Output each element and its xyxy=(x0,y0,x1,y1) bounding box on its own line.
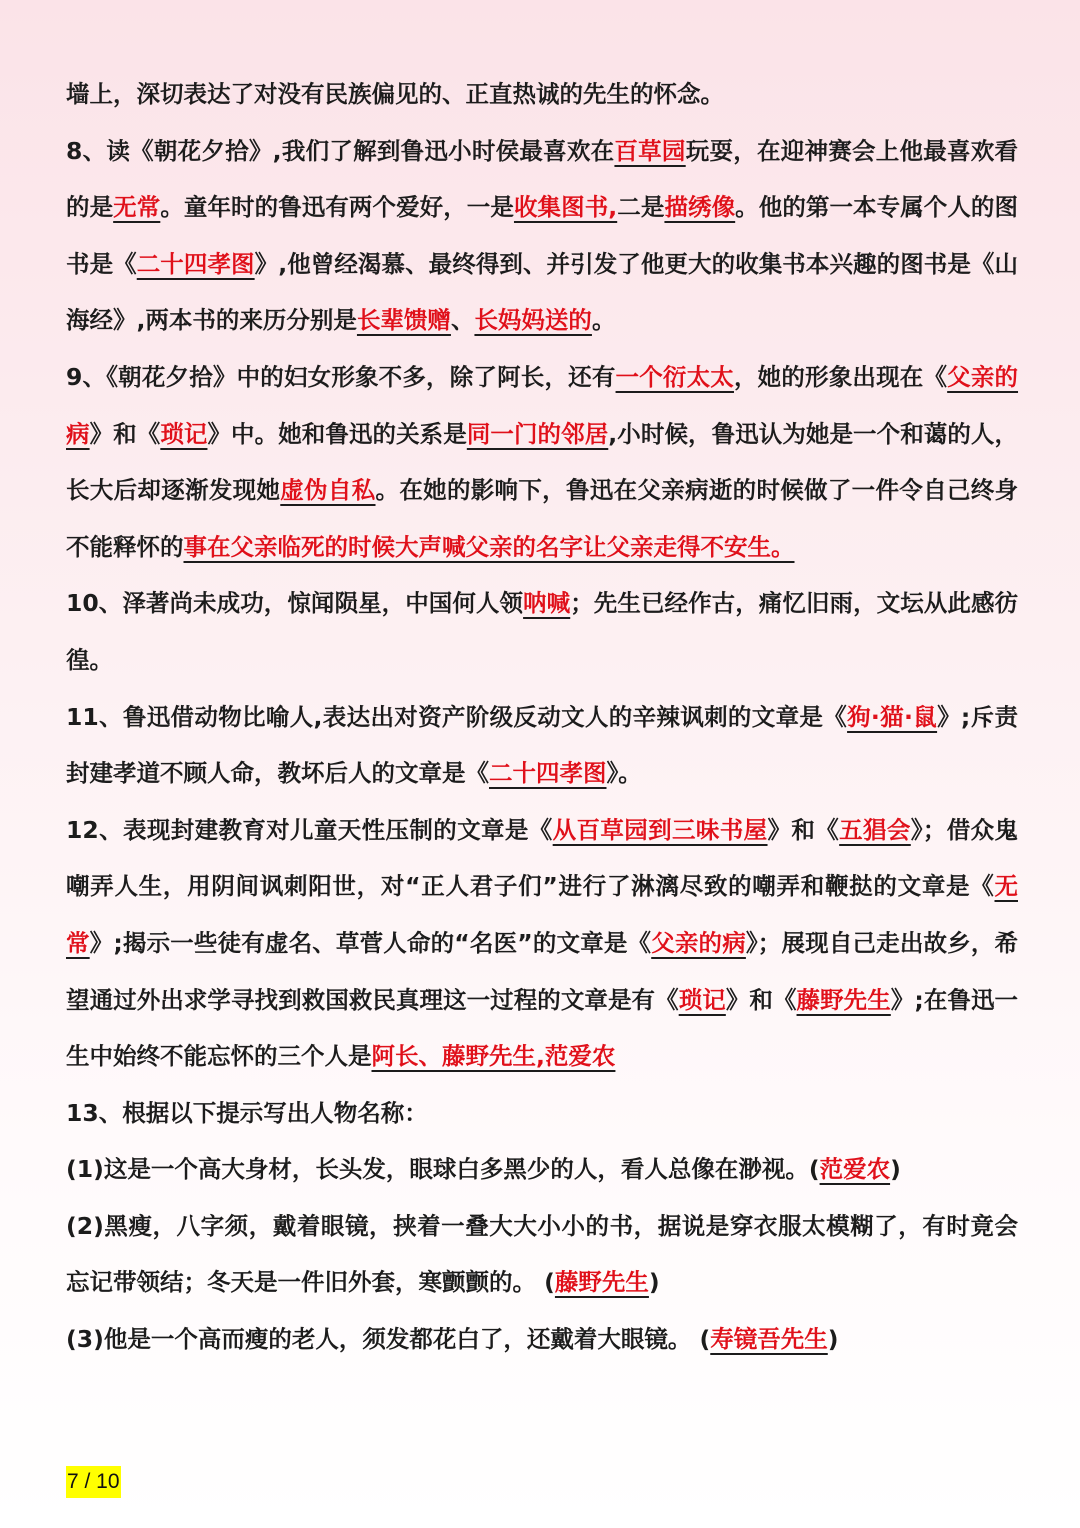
question-p7-tail xyxy=(66,66,1018,123)
question-text: 二是 xyxy=(617,193,665,222)
question-q11 xyxy=(66,689,1018,802)
answer-text: 五猖会 xyxy=(839,815,911,844)
answer-text: 父亲的病 xyxy=(651,928,746,957)
answer-text: 呐喊 xyxy=(523,589,571,618)
answer-text: 琐记 xyxy=(678,985,726,1014)
question-text: 。童年时的鲁迅有两个爱好，一是 xyxy=(160,193,514,222)
question-text: 》和《 xyxy=(89,419,161,448)
question-q13-3 xyxy=(66,1311,1018,1368)
question-text: 》,他曾经渴慕、最终得到、并引发了他更大的收集书本兴趣的图书是《山海经》,两本书的来历分别是 xyxy=(66,249,1019,335)
answer-text: 狗·猫·鼠 xyxy=(847,702,938,731)
question-q13-2 xyxy=(66,1198,1018,1311)
question-text: (1)这是一个高大身材，长头发，眼球白多黑少的人，看人总像在渺视。( xyxy=(66,1155,820,1184)
answer-text: 描绣像 xyxy=(664,193,736,222)
answer-text: 虚伪自私 xyxy=(280,476,376,505)
question-q12 xyxy=(66,802,1018,1085)
question-text: (2)黑瘦，八字须，戴着眼镜，挟着一叠大大小小的书，据说是穿衣服太模糊了，有时竟会忘记带领结；冬天是一件旧外套，寒颤颤的。 ( xyxy=(66,1211,1018,1297)
question-text: 。他的第一本专属个人的图书是《 xyxy=(66,193,1019,278)
answer-text: 事在父亲临死的时候大声喊父亲的名字让父亲走得不安生。 xyxy=(183,532,795,561)
question-text: 9、《朝花夕拾》中的妇女形象不多，除了阿长，还有 xyxy=(66,362,616,391)
answer-text: 父亲的病 xyxy=(66,362,1019,448)
question-text: 》；借众鬼嘲弄人生，用阴间讽刺阳世，对“正人君子们”进行了淋漓尽致的嘲弄和鞭挞的文章是《 xyxy=(66,815,1019,901)
question-q8 xyxy=(66,123,1018,349)
question-text: ) xyxy=(827,1325,839,1354)
answer-text: 寿镜吾先生 xyxy=(710,1325,828,1354)
answer-text: 收集图书, xyxy=(513,193,618,222)
answer-text: 无常 xyxy=(113,193,161,222)
question-text: 、 xyxy=(450,306,475,335)
answer-text: 长辈馈赠 xyxy=(356,306,451,335)
question-text: 》和《 xyxy=(725,985,797,1014)
question-text: 》；展现自己走出故乡，希望通过外出求学寻找到救国救民真理这一过程的文章是有《 xyxy=(66,928,1019,1014)
question-text: ,小时候，鲁迅认为她是一个和蔼的人，长大后却逐渐发现她 xyxy=(66,419,1019,505)
answer-text: 百草园 xyxy=(614,136,686,165)
answer-text: 二十四孝图 xyxy=(489,759,607,788)
question-text: 》;在鲁迅一生中始终不能忘怀的三个人是 xyxy=(66,985,1019,1071)
answer-text: 阿长、藤野先生,范爱农 xyxy=(371,1042,616,1071)
question-text: 11、鲁迅借动物比喻人,表达出对资产阶级反动文人的辛辣讽刺的文章是《 xyxy=(66,702,848,731)
question-text: ；先生已经作古，痛忆旧雨，文坛从此感彷徨。 xyxy=(66,589,1019,674)
answer-text: 藤野先生 xyxy=(796,985,891,1014)
question-text: 玩耍，在迎神赛会上他最喜欢看的是 xyxy=(66,136,1019,222)
answer-text: 从百草园到三味书屋 xyxy=(552,815,768,844)
question-text: ) xyxy=(648,1268,660,1297)
question-text: 13、根据以下提示写出人物名称： xyxy=(66,1098,428,1127)
question-text: 》;揭示一些徒有虚名、草菅人命的“名医”的文章是《 xyxy=(89,928,652,957)
question-text: 》。 xyxy=(606,759,642,788)
question-text: 。在她的影响下，鲁迅在父亲病逝的时候做了一件令自己终身不能释怀的 xyxy=(66,476,1019,561)
question-text: 8、读《朝花夕拾》,我们了解到鲁迅小时侯最喜欢在 xyxy=(66,136,615,165)
answer-text: 二十四孝图 xyxy=(136,249,255,278)
question-q13 xyxy=(66,1085,1018,1142)
answer-text: 无常 xyxy=(66,872,1018,957)
question-text: 》;斥责封建孝道不顾人命，教坏后人的文章是《 xyxy=(66,702,1018,788)
answer-text: 同一门的邻居 xyxy=(466,419,609,448)
question-text: ，她的形象出现在《 xyxy=(733,362,948,391)
question-text: 墙上，深切表达了对没有民族偏见的、正直热诚的先生的怀念。 xyxy=(66,80,724,108)
question-text: ) xyxy=(890,1155,901,1184)
document-body xyxy=(66,66,1018,1368)
answer-text: 一个衍太太 xyxy=(615,362,734,391)
question-q10 xyxy=(66,575,1018,688)
question-text: 》和《 xyxy=(767,815,840,844)
page-number: 7 / 10 xyxy=(66,1466,121,1498)
question-text: 10、泽著尚未成功，惊闻陨星，中国何人领 xyxy=(66,589,524,618)
question-text: (3)他是一个高而瘦的老人，须发都花白了，还戴着大眼镜。 ( xyxy=(66,1325,711,1354)
question-text: 》中。她和鲁迅的关系是 xyxy=(207,419,467,448)
question-text: 。 xyxy=(591,306,616,335)
answer-text: 琐记 xyxy=(160,419,208,448)
question-text: 12、表现封建教育对儿童天性压制的文章是《 xyxy=(66,815,553,844)
question-q9 xyxy=(66,349,1018,575)
answer-text: 藤野先生 xyxy=(554,1268,649,1297)
answer-text: 范爱农 xyxy=(819,1155,891,1184)
answer-text: 长妈妈送的 xyxy=(474,306,592,335)
question-q13-1 xyxy=(66,1141,1018,1198)
